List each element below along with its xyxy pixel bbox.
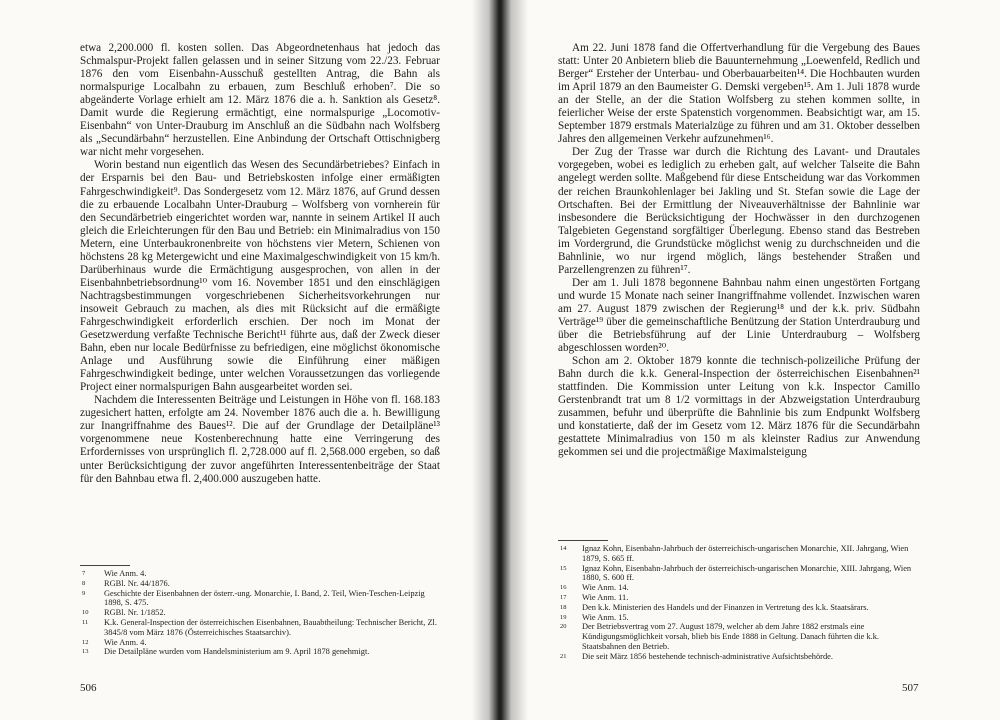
footnote [80,608,440,618]
footnote-text: Wie Anm. 4. [104,637,147,647]
footnote-text: RGBl. Nr. 1/1852. [104,608,166,618]
footnote [558,613,920,623]
footnote [558,603,920,613]
footnote-text: Wie Anm. 11. [582,592,629,602]
footnote [80,647,440,657]
footnote-divider [80,565,130,566]
footnote [558,564,920,584]
footnote-number: 10 [82,609,89,617]
paragraph: Schon am 2. Oktober 1879 konnte die technisch-polizeiliche Prüfung der Bahn durch die k.k. General-Inspection der österreichischen Eisenbahnen²¹ stattfinden. Die Kommission unter Leitung von k.k. Inspector Camillo Gerstenbrandt trat um 8 1/2 vormittags in der Abzweigstation Unterdrauburg zusammen, befuhr und überprüfte die Bahnlinie bis zum Endpunkt Wolfsberg und konstatierte, daß der im Gesetz vom 12. März 1876 für die Secundärbahn gestattete Minimalradius von 150 m als kleinster Radius zur Anwendung gekommen sei und die projectmäßige Maximalsteigung [558,355,920,459]
right-page [514,0,1000,720]
footnote-number: 16 [560,584,567,592]
footnote-number: 8 [82,579,86,587]
footnote-number: 12 [82,638,89,646]
footnote-number: 13 [82,648,89,656]
paragraph: Am 22. Juni 1878 fand die Offertverhandlung für die Vergebung des Baues statt: Unter 20 Anbietern blieb die Bauunternehmung „Loewenfeld, Redlich und Berger“ Ersteher der Unterbau- und Oberbauarbeiten¹⁴. Die Hochbauten wurden im April 1879 an den Baumeister G. Demski vergeben¹⁵. Am 1. Juli 1878 wurde an der Stelle, an der die Station Wolfsberg zu stehen kommen sollte, in feierlicher Weise der erste Spatenstich vorgenommen. Beabsichtigt war, am 15. September 1879 erstmals Materialzüge zu führen und am 31. Oktober desselben Jahres den allgemeinen Verkehr aufzunehmen¹⁶. [558,42,920,146]
left-footnotes [80,569,440,657]
footnote-number: 21 [560,652,567,660]
page-number: 507 [902,682,919,694]
right-footnotes [558,544,920,662]
footnote [558,622,920,651]
left-body-text [80,42,440,486]
footnote [80,638,440,648]
book-gutter [472,0,528,720]
footnote-text: Wie Anm. 14. [582,583,629,593]
footnote-text: Wie Anm. 4. [104,569,147,578]
footnote [80,618,440,638]
footnote-number: 15 [560,564,567,572]
paragraph: etwa 2,200.000 fl. kosten sollen. Das Abgeordnetenhaus hat jedoch das Schmalspur-Projekt fallen gelassen und in seiner Sitzung vom 22./23. Februar 1876 den vom Eisenbahn-Ausschuß gestellten Antrag, die Bahn als normalspurige Localbahn zu erbauen, zum Beschluß erhoben⁷. Die so abgeänderte Vorlage erhielt am 12. März 1876 die a. h. Sanktion als Gesetz⁸. Damit wurde die Regierung ermächtigt, eine normalspurige „Locomotiv-Eisenbahn“ von Unter-Drauburg im Anschluß an die Südbahn nach Wolfsberg als „Secundärbahn“ herzustellen. Eine Anbindung der Ortschaft Ottischnigberg war nicht mehr vorgesehen. [80,42,440,159]
footnote-text: Die seit März 1856 bestehende technisch-administrative Aufsichtsbehörde. [582,651,833,661]
footnote-number: 17 [560,593,567,601]
footnote-number: 19 [560,613,567,621]
footnote-number: 14 [560,545,567,552]
footnote [80,579,440,589]
footnote-text: Geschichte der Eisenbahnen der österr.-ung. Monarchie, I. Band, 2. Teil, Wien-Teschen-Leipzig 1898, S. 475. [104,588,425,608]
footnote-text: Der Betriebsvertrag vom 27. August 1879, welcher ab dem Jahre 1882 erstmals eine Kündigungsmöglichkeit vorsah, blieb bis Ende 1888 in Geltung. Danach führten die k.k. Staatsbahnen den Betrieb. [582,622,880,651]
footnote-number: 11 [82,618,89,626]
paragraph: Der am 1. Juli 1878 begonnene Bahnbau nahm einen ungestörten Fortgang und wurde 15 Monate nach seiner Inangriffnahme vollendet. Inzwischen waren am 27. August 1879 zwischen der Regierung¹⁸ und der k.k. priv. Südbahn Verträge¹⁹ über die gemeinschaftliche Benützung der Station Unterdrauburg und über die Betriebsführung auf der Linie Unterdrauburg – Wolfsberg abgeschlossen worden²⁰. [558,276,920,355]
footnote-text: Die Detailpläne wurden vom Handelsministerium am 9. April 1878 genehmigt. [104,647,370,657]
footnote [558,583,920,593]
footnote-number: 9 [82,589,86,597]
footnote [80,589,440,609]
page-number: 506 [80,682,97,694]
paragraph: Der Zug der Trasse war durch die Richtung des Lavant- und Drautales vorgegeben, wobei es lediglich zu erheben galt, auf welcher Talseite die Bahn angelegt werden sollte. Maßgebend für diese Entscheidung war das Vorkommen der reichen Braunkohlenlager bei Jakling und St. Stefan sowie die Lage der Ortschaften. Bei der Ermittlung der Niveauverhältnisse der Bahnlinie war insbesondere die Berücksichtigung der Hochwässer in den durchzogenen Talgebieten Gegenstand sorgfältiger Überlegung. Ebenso stand das Bestreben im Vordergrund, die Grundstücke möglichst wenig zu durchschneiden und die Bahnlinie, wo nur irgend möglich, längs bestehender Straßen und Parzellengrenzen zu führen¹⁷. [558,146,920,276]
footnote [558,652,920,662]
footnote-number: 20 [560,623,567,631]
footnote-number: 7 [82,570,86,577]
footnote-text: RGBl. Nr. 44/1876. [104,578,170,588]
footnote-text: Ignaz Kohn, Eisenbahn-Jahrbuch der österreichisch-ungarischen Monarchie, XII. Jahrgang, Wien 1879, S. 665 ff. [582,544,909,563]
footnote-number: 18 [560,603,567,611]
left-page [0,0,486,720]
footnote-text: Ignaz Kohn, Eisenbahn-Jahrbuch der österreichisch-ungarischen Monarchie, XIII. Jahrgang, Wien 1880, S. 600 ff. [582,563,912,583]
right-body-text [558,42,920,460]
footnote [558,593,920,603]
footnote [80,569,440,579]
footnote [558,544,920,564]
footnote-divider [558,540,608,541]
paragraph: Worin bestand nun eigentlich das Wesen des Secundärbetriebes? Einfach in der Ersparnis bei den Bau- und Betriebskosten infolge einer ermäßigten Fahrgeschwindigkeit⁹. Das Sondergesetz vom 12. März 1876, auf Grund dessen die zu erbauende Localbahn Unter-Drauburg – Wolfsberg von vornherein für den Secundärbetrieb eingerichtet worden war, nannte in seinem Artikel II auch gleich die Erleichterungen für den Bau und Betrieb: ein Minimalradius von 150 Metern, eine Unterbaukronenbreite von höchstens vier Metern, Schienen von höchstens 28 kg Metergewicht und eine Maximalgeschwindigkeit von 15 km/h. Darüberhinaus wurde die Ermächtigung ausgesprochen, von allen in der Eisenbahnbetriebsordnung¹⁰ vom 16. November 1851 und den einschlägigen Nachtragsbestimmungen vorgeschriebenen Sicherheitsvorkehrungen nur insoweit Gebrauch zu machen, als dies mit Rücksicht auf die ermäßigte Fahrgeschwindigkeit erforderlich erschien. Der noch im Monat der Gesetzwerdung verfaßte Technische Bericht¹¹ führte aus, daß der Zweck dieser Bahn, eben nur locale Bedürfnisse zu befriedigen, eine möglichst ökonomische Anlage und Ausführung sowie die Einführung einer mäßigen Fahrgeschwindigkeit bedinge, unter welchen Voraussetzungen das vorliegende Project einer normalspurigen Bahn ausgearbeitet worden sei. [80,159,440,394]
paragraph: Nachdem die Interessenten Beiträge und Leistungen in Höhe von fl. 168.183 zugesichert hatten, erfolgte am 24. November 1876 auch die a. h. Bewilligung zur Inangriffnahme des Baues¹². Die auf der Grundlage der Detailpläne¹³ vorgenommene neue Kostenberechnung hatte eine Verringerung des Erfordernisses von ursprünglich fl. 2,728.000 auf fl. 2,568.000 ergeben, so daß unter Berücksichtigung der zuvor angeführten Interessentenbeiträge der Staat für den Bahnbau etwa fl. 2,400.000 auszugeben hatte. [80,394,440,485]
footnote-text: Wie Anm. 15. [582,612,629,622]
footnote-text: K.k. General-Inspection der österreichischen Eisenbahnen, Bauabtheilung: Technischer Bericht, Zl. 3845/8 vom März 1876 (Österreichisches Staatsarchiv). [104,617,437,637]
footnote-text: Den k.k. Ministerien des Handels und der Finanzen in Vertretung des k.k. Staatsärars. [582,602,869,612]
